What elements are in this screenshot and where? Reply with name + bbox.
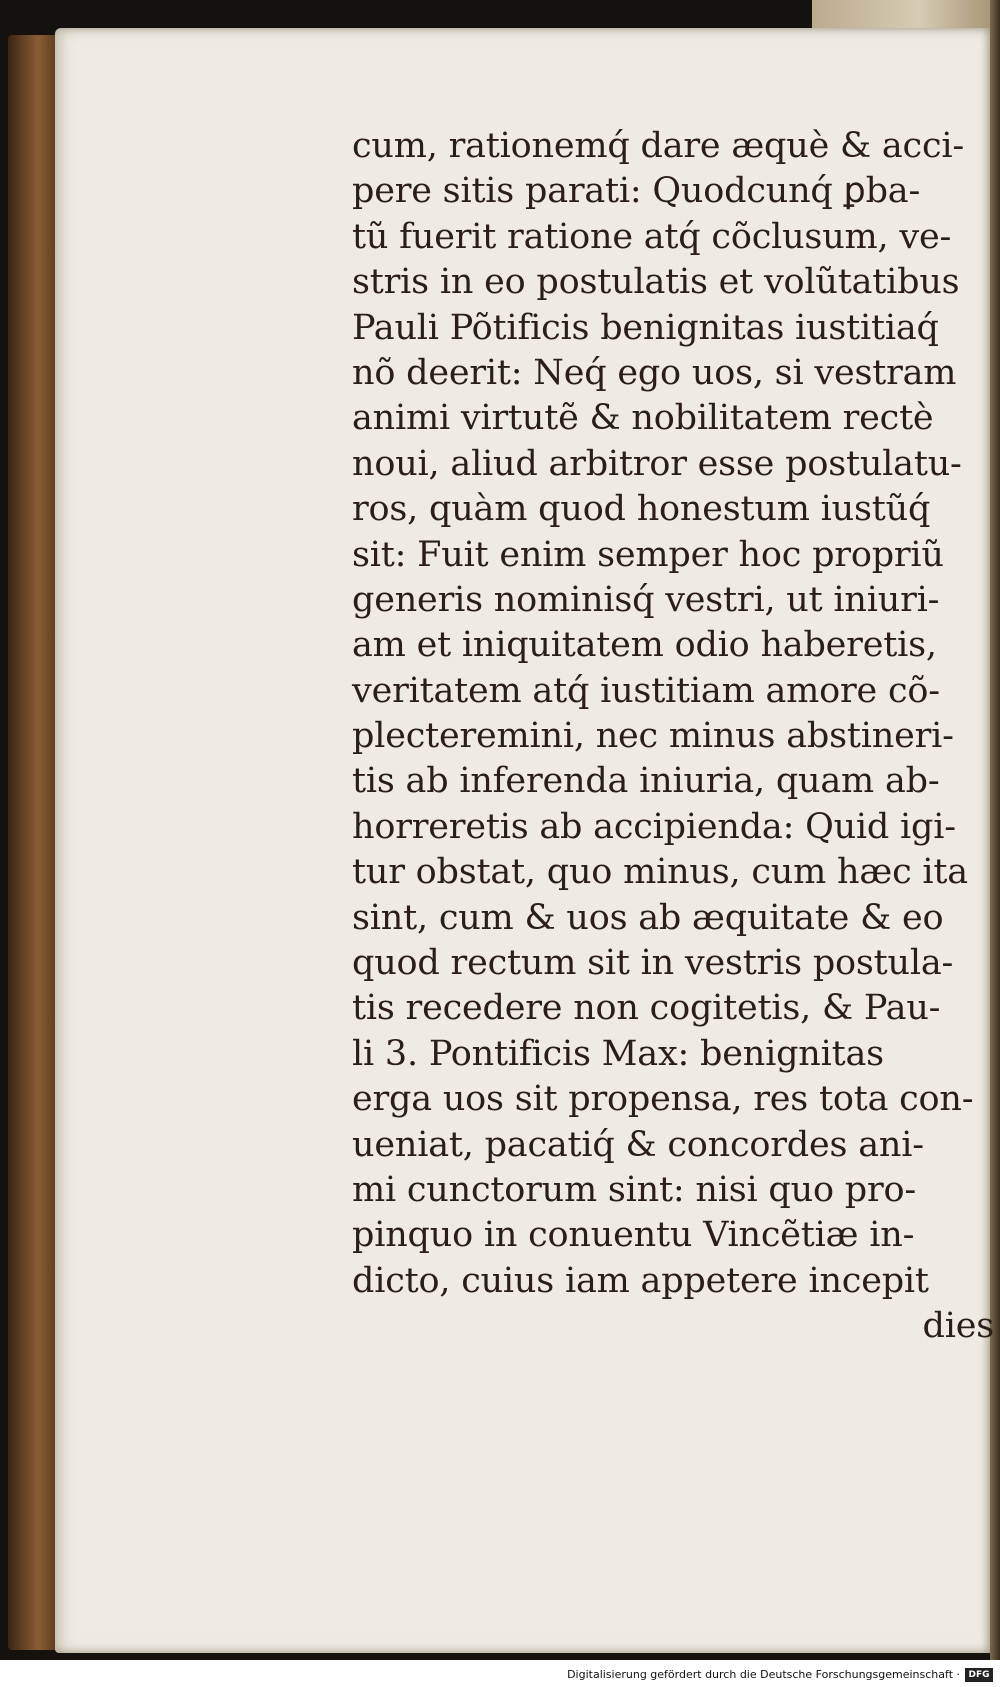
text-line: ueniat, pacatiq́ & concordes ani- [352,1124,924,1165]
text-line: plecteremini, nec minus abstineri- [352,716,954,757]
digitization-credit: Digitalisierung gefördert durch die Deutsche Forschungsgemeinschaft · [567,1668,960,1681]
text-line: dicto, cuius iam appetere incepit [352,1260,929,1301]
text-line: tis recedere non cogitetis, & Pau- [352,988,941,1029]
text-line: pere sitis parati: Quodcunq́ ꝑba- [352,171,921,212]
text-line: Pauli Põtificis benignitas iustitiaq́ [352,307,939,348]
text-line: sit: Fuit enim semper hoc propriũ [352,534,944,575]
text-line: horreretis ab accipienda: Quid igi- [352,806,956,847]
text-line: tis ab inferenda iniuria, quam ab- [352,761,940,802]
book-spine-edge [8,35,58,1650]
text-line: cum, rationemq́ dare æquè & acci- [352,126,964,166]
text-line: generis nominisq́ vestri, ut iniuri- [352,579,940,620]
text-line: ros, quàm quod honestum iustũq́ [352,489,931,530]
text-line: erga uos sit propensa, res tota con- [352,1079,974,1120]
catchword: dies [922,1306,994,1347]
adjacent-page-corner [812,0,990,30]
text-line: noui, aliud arbitror esse postulatu- [352,443,962,484]
text-line: li 3. Pontificis Max: benignitas [352,1033,884,1074]
text-line: tũ fuerit ratione atq́ cõclusum, ve- [352,216,952,257]
text-line: veritatem atq́ iustitiam amore cõ- [352,670,940,711]
text-line: stris in eo postulatis et volũtatibus [352,262,960,303]
text-line: pinquo in conuentu Vincẽtiæ in- [352,1215,915,1256]
text-line: quod rectum sit in vestris postula- [352,943,954,984]
text-line: am et iniquitatem odio haberetis, [352,625,937,666]
text-line: mi cunctorum sint: nisi quo pro- [352,1169,916,1210]
text-line: animi virtutẽ & nobilitatem rectè [352,398,934,439]
dfg-logo: DFG [965,1668,993,1682]
text-line: sint, cum & uos ab æquitate & eo [352,897,944,938]
page-text [352,124,997,1350]
text-line: tur obstat, quo minus, cum hæc ita [352,852,968,893]
text-line: nõ deerit: Neq́ ego uos, si vestram [352,352,957,393]
